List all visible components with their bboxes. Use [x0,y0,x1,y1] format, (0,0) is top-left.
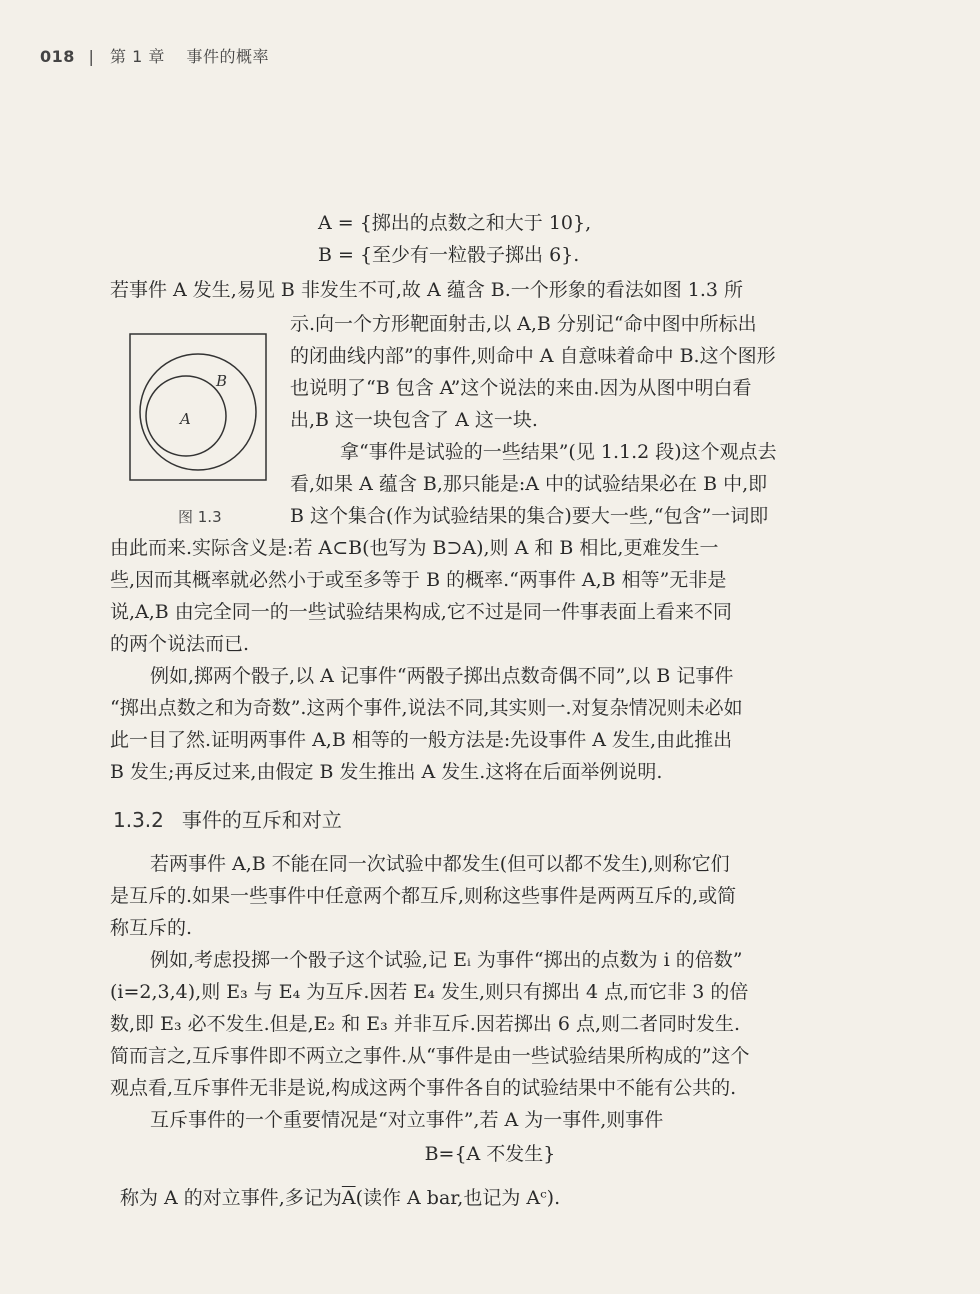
figure-caption: 图 1.3 [178,508,222,526]
venn-diagram-figure [128,332,268,482]
equation-b-definition: B = {至少有一粒骰子掷出 6}. [318,244,580,266]
text-line: (i=2,3,4),则 E₃ 与 E₄ 为互斥.因若 E₄ 发生,则只有掷出 4 点,而它非 3 的倍 [110,981,749,1003]
circle-b [140,354,256,470]
text-line: 些,因而其概率就必然小于或至多等于 B 的概率.“两事件 A,B 相等”无非是 [110,569,727,591]
text-line: 拿“事件是试验的一些结果”(见 1.1.2 段)这个观点去 [340,441,777,463]
text-line: 数,即 E₃ 必不发生.但是,E₂ 和 E₃ 并非互斥.因若掷出 6 点,则二者同时发生. [110,1013,741,1035]
label-a: A [180,410,191,428]
text-line: 例如,考虑投掷一个骰子这个试验,记 Eᵢ 为事件“掷出的点数为 i 的倍数” [150,949,743,971]
text-line: 说,A,B 由完全同一的一些试验结果构成,它不过是同一件事表面上看来不同 [110,601,732,623]
chapter-label: 第 1 章 [109,47,165,66]
text-line: B 这个集合(作为试验结果的集合)要大一些,“包含”一词即 [290,505,769,527]
text-line: 称互斥的. [110,917,193,939]
text-line: 看,如果 A 蕴含 B,那只能是:A 中的试验结果必在 B 中,即 [290,473,768,495]
text-fragment: (读作 A bar,也记为 Aᶜ). [355,1187,561,1209]
text-fragment: 称为 A 的对立事件,多记为 [120,1187,342,1209]
text-line: “掷出点数之和为奇数”.这两个事件,说法不同,其实则一.对复杂情况则未必如 [110,697,743,719]
text-line: 若事件 A 发生,易见 B 非发生不可,故 A 蕴含 B.一个形象的看法如图 1.3 所 [110,279,744,301]
equation-a-definition: A = {掷出的点数之和大于 10}, [318,212,592,234]
sample-space-square [130,334,266,480]
label-b: B [216,372,228,390]
section-heading [113,804,342,833]
text-line: B 发生;再反过来,由假定 B 发生推出 A 发生.这将在后面举例说明. [110,761,663,783]
text-line: 的闭曲线内部”的事件,则命中 A 自意味着命中 B.这个图形 [290,345,776,367]
equation-b-not-a: B={A 不发生} [424,1143,556,1165]
text-line: 互斥事件的一个重要情况是“对立事件”,若 A 为一事件,则事件 [150,1109,664,1131]
text-line: 的两个说法而已. [110,633,250,655]
header-separator: | [88,47,95,66]
section-number: 1.3.2 [113,808,164,832]
text-line: 观点看,互斥事件无非是说,构成这两个事件各自的试验结果中不能有公共的. [110,1077,737,1099]
text-line: 简而言之,互斥事件即不两立之事件.从“事件是由一些试验结果所构成的”这个 [110,1045,750,1067]
text-line: 也说明了“B 包含 A”这个说法的来由.因为从图中明白看 [290,377,752,399]
text-line: 例如,掷两个骰子,以 A 记事件“两骰子掷出点数奇偶不同”,以 B 记事件 [150,665,734,687]
page-number: 018 [40,47,75,66]
text-line: 出,B 这一块包含了 A 这一块. [290,409,538,431]
text-line: 示.向一个方形靶面射击,以 A,B 分别记“命中图中所标出 [290,313,757,335]
running-header [40,44,269,67]
section-title: 事件的互斥和对立 [181,808,342,832]
text-line: 此一目了然.证明两事件 A,B 相等的一般方法是:先设事件 A 发生,由此推出 [110,729,733,751]
chapter-title: 事件的概率 [186,47,269,66]
text-line: 是互斥的.如果一些事件中任意两个都互斥,则称这些事件是两两互斥的,或简 [110,885,737,907]
text-line: 若两事件 A,B 不能在同一次试验中都发生(但可以都不发生),则称它们 [150,853,730,875]
text-line: 由此而来.实际含义是:若 A⊂B(也写为 B⊃A),则 A 和 B 相比,更难发生一 [110,537,719,559]
a-bar-symbol: $\overline{A}$ [341,1187,356,1209]
text-line [120,1186,560,1210]
